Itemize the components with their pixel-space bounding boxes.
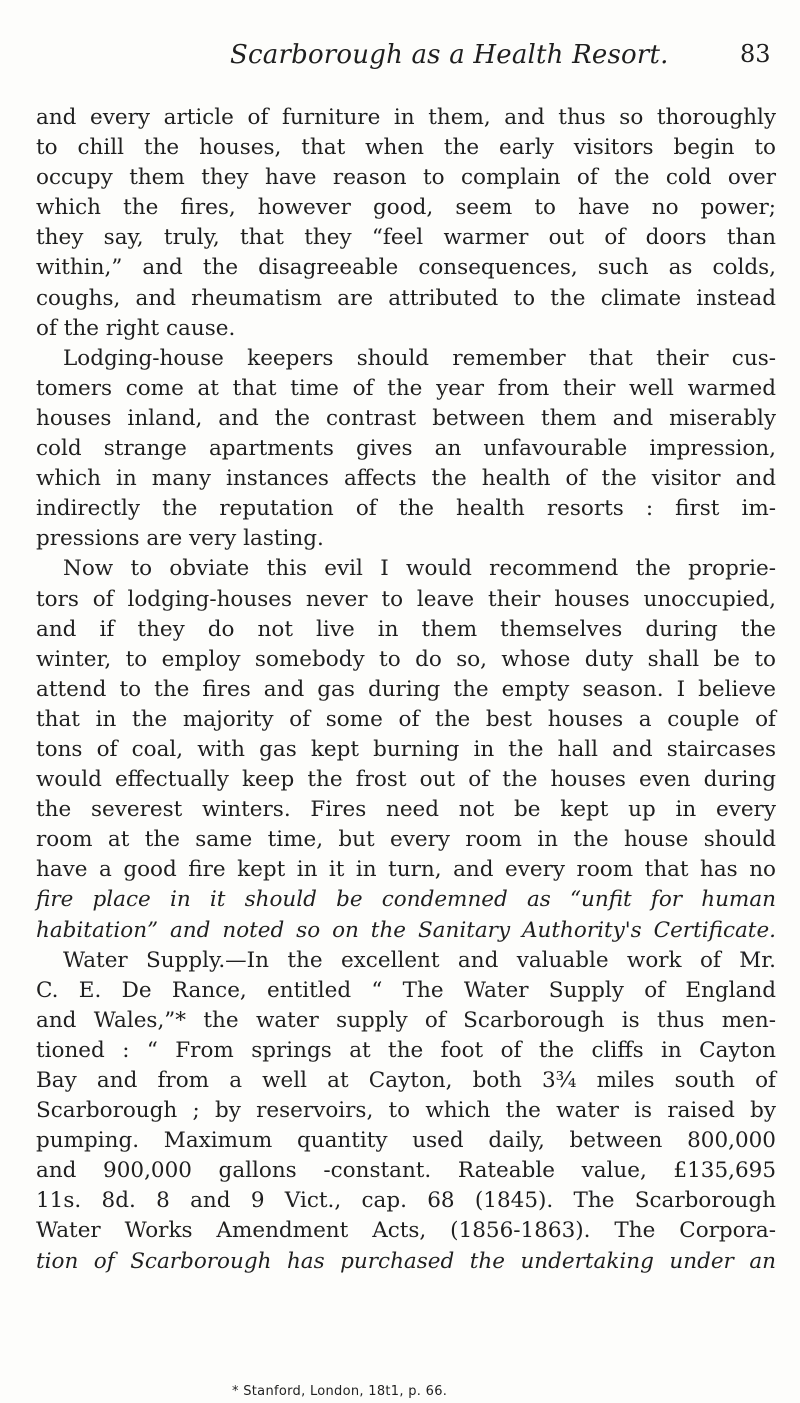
text-line: tomers come at that time of the year from their well warmed bbox=[36, 375, 776, 401]
body-text bbox=[36, 103, 776, 1277]
text-line: tons of coal, with gas kept burning in the hall and staircases bbox=[36, 736, 776, 762]
text-line bbox=[36, 765, 776, 795]
italic-word: -constant. bbox=[323, 1158, 432, 1184]
italic-word: frost bbox=[355, 767, 407, 793]
text-line: habitation” and noted so on the Sanitary Authority's Certificate. bbox=[36, 917, 776, 943]
text-line: cold strange apartments gives an unfavourable impression, bbox=[36, 436, 776, 462]
text-line: that in the majority of some of the best houses a couple of bbox=[36, 706, 776, 732]
text-line: tors of lodging-houses never to leave their houses unoccupied, bbox=[36, 586, 776, 612]
text-line: occupy them they have reason to complain of the cold over bbox=[36, 165, 776, 191]
text-line: houses inland, and the contrast between them and miserably bbox=[36, 405, 776, 431]
running-title: Scarborough as a Health Resort. bbox=[230, 40, 669, 70]
footnote: * Stanford, London, 18t1, p. 66. bbox=[232, 1384, 448, 1399]
text-line: within,” and the disagreeable consequences, such as colds, bbox=[36, 255, 776, 281]
text-line: tioned : “ From springs at the foot of the cliffs in Cayton bbox=[36, 1037, 776, 1063]
text-run: have a good fire kept in it in turn, bbox=[36, 857, 442, 883]
text-line: Bay and from a well at Cayton, both 3¾ miles south of bbox=[36, 1068, 776, 1093]
text-run: and 900,000 gallons bbox=[36, 1158, 297, 1184]
text-line: they say, truly, that they “feel warmer out of doors than bbox=[36, 225, 776, 251]
text-line: Now to obviate this evil I would recommend the proprie- bbox=[63, 556, 776, 582]
text-line: room at the same time, but every room in the house should bbox=[36, 827, 776, 853]
text-line: tion of Scarborough has purchased the undertaking under an bbox=[36, 1248, 776, 1274]
section-heading: Water Supply. bbox=[63, 947, 226, 973]
italic-run: The Corpora- bbox=[614, 1218, 776, 1244]
text-line: Scarborough ; by reservoirs, to which the water is raised by bbox=[36, 1098, 776, 1124]
text-line bbox=[36, 1216, 776, 1246]
text-line: fire place in it should be condemned as “unfit for human bbox=[36, 887, 776, 913]
text-line: pressions are very lasting. bbox=[36, 526, 324, 552]
text-line: Lodging-house keepers should remember that their cus- bbox=[63, 345, 776, 371]
text-line: C. E. De Rance, entitled “ The Water Supply of England bbox=[36, 977, 776, 1003]
text-run: would effectually keep the bbox=[36, 767, 343, 793]
text-run: out of the houses even during bbox=[419, 767, 776, 793]
text-line bbox=[36, 946, 776, 976]
page-number: 83 bbox=[740, 40, 771, 68]
italic-run: and every room that has no bbox=[453, 857, 776, 883]
text-line bbox=[36, 855, 776, 885]
text-line: attend to the fires and gas during the empty season. I believe bbox=[36, 676, 776, 702]
text-line: and Wales,”* the water supply of Scarborough is thus men- bbox=[36, 1007, 776, 1033]
text-line: pumping. Maximum quantity used daily, between 800,000 bbox=[36, 1128, 776, 1154]
text-line: coughs, and rheumatism are attributed to the climate instead bbox=[36, 285, 776, 311]
text-line: indirectly the reputation of the health resorts : first im- bbox=[36, 496, 776, 522]
text-run: Water Works Amendment Acts, (1856-1863). bbox=[36, 1218, 591, 1244]
text-line bbox=[36, 1156, 776, 1186]
text-run: Rateable value, £135,695 bbox=[457, 1158, 777, 1184]
text-line: which in many instances affects the health of the visitor and bbox=[36, 466, 776, 492]
text-run: —In the excellent and valuable work of Mr. bbox=[225, 947, 776, 973]
text-line: which the fires, however good, seem to have no power; bbox=[36, 195, 776, 221]
text-line: and every article of furniture in them, and thus so thoroughly bbox=[36, 105, 776, 130]
text-line: the severest winters. Fires need not be kept up in every bbox=[36, 797, 776, 823]
text-line: of the right cause. bbox=[36, 315, 236, 341]
text-line: winter, to employ somebody to do so, whose duty shall be to bbox=[36, 646, 776, 672]
text-line: 11s. 8d. 8 and 9 Vict., cap. 68 (1845). The Scarborough bbox=[36, 1188, 776, 1214]
text-line: to chill the houses, that when the early visitors begin to bbox=[36, 135, 776, 161]
text-line: and if they do not live in them themselves during the bbox=[36, 616, 776, 642]
